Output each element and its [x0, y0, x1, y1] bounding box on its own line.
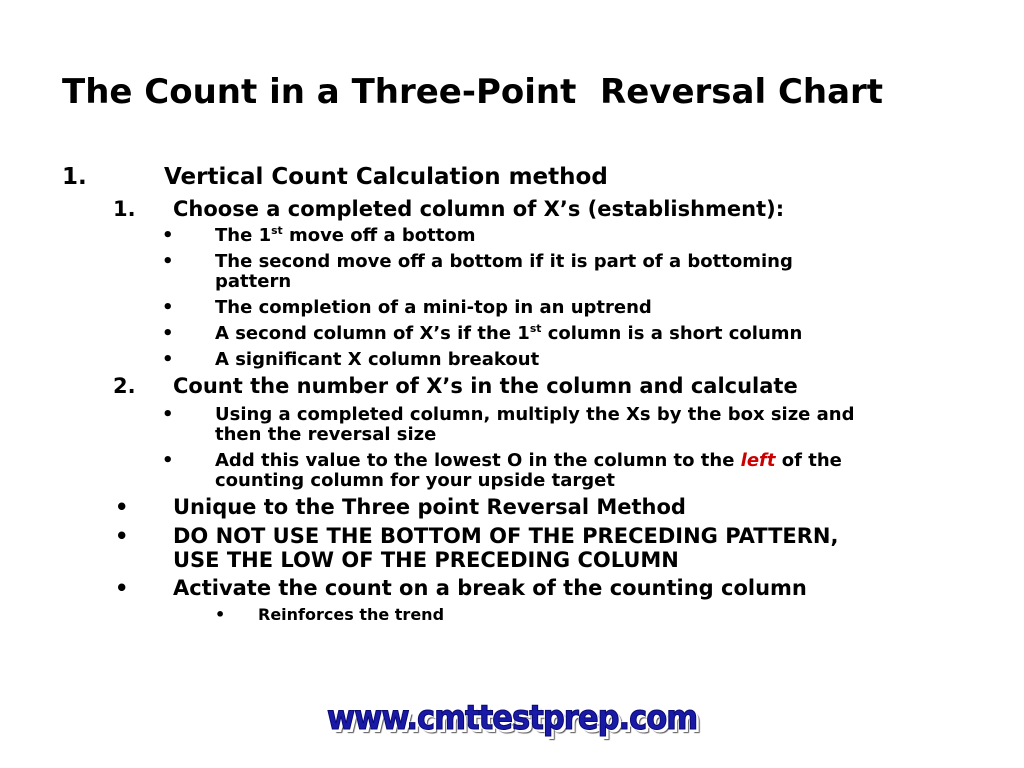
superscript: st	[271, 224, 283, 237]
list-item-text	[215, 450, 842, 471]
bullet-icon: •	[162, 225, 174, 246]
list-item-text: Using a completed column, multiply the Xs by the box size and	[215, 404, 855, 425]
list-item-text: Reinforces the trend	[258, 605, 445, 624]
list-item-text: The second move off a bottom if it is part of a bottoming	[215, 251, 793, 272]
watermark-url: www.cmttestprep.com	[326, 698, 698, 738]
text-part: A second column of X’s if the 1	[215, 323, 530, 344]
list-item-text: Vertical Count Calculation method	[164, 164, 608, 190]
list-number: 2.	[113, 374, 136, 398]
bullet-icon: •	[115, 576, 129, 600]
list-item-text: Choose a completed column of X’s (establishment):	[173, 197, 785, 221]
list-item-text	[215, 323, 802, 344]
bullet-icon: •	[162, 349, 174, 370]
text-part: of the	[775, 450, 842, 471]
bullet-icon: •	[162, 323, 174, 344]
text-part: column is a short column	[541, 323, 803, 344]
list-item-text: DO NOT USE THE BOTTOM OF THE PRECEDING PATTERN,	[173, 524, 839, 548]
text-part: The 1	[215, 225, 272, 246]
list-number: 1.	[62, 164, 87, 190]
bullet-icon: •	[162, 297, 174, 318]
slide-title: The Count in a Three-Point Reversal Chart	[62, 72, 884, 112]
bullet-icon: •	[162, 404, 174, 425]
list-item-text	[215, 225, 476, 246]
text-part: Add this value to the lowest O in the column to the	[215, 450, 741, 471]
list-item-text: Count the number of X’s in the column and calculate	[173, 374, 798, 398]
list-item-text-continued: then the reversal size	[215, 424, 437, 445]
bullet-icon: •	[162, 251, 174, 272]
superscript: st	[529, 322, 542, 335]
list-item-text: The completion of a mini-top in an uptrend	[215, 297, 652, 318]
list-item-text: Unique to the Three point Reversal Method	[173, 495, 686, 519]
list-item-text-continued: USE THE LOW OF THE PRECEDING COLUMN	[173, 548, 679, 572]
list-item-text: Activate the count on a break of the counting column	[173, 576, 807, 600]
list-item-text: A significant X column breakout	[215, 349, 540, 370]
text-part: move off a bottom	[282, 225, 476, 246]
bullet-icon: •	[115, 495, 129, 519]
bullet-icon: •	[115, 524, 129, 548]
bullet-icon: •	[215, 605, 226, 624]
list-item-text-continued: pattern	[215, 271, 292, 292]
emphasis-left: left	[740, 450, 776, 471]
list-number: 1.	[113, 197, 136, 221]
bullet-icon: •	[162, 450, 174, 471]
list-item-text-continued: counting column for your upside target	[215, 470, 615, 491]
